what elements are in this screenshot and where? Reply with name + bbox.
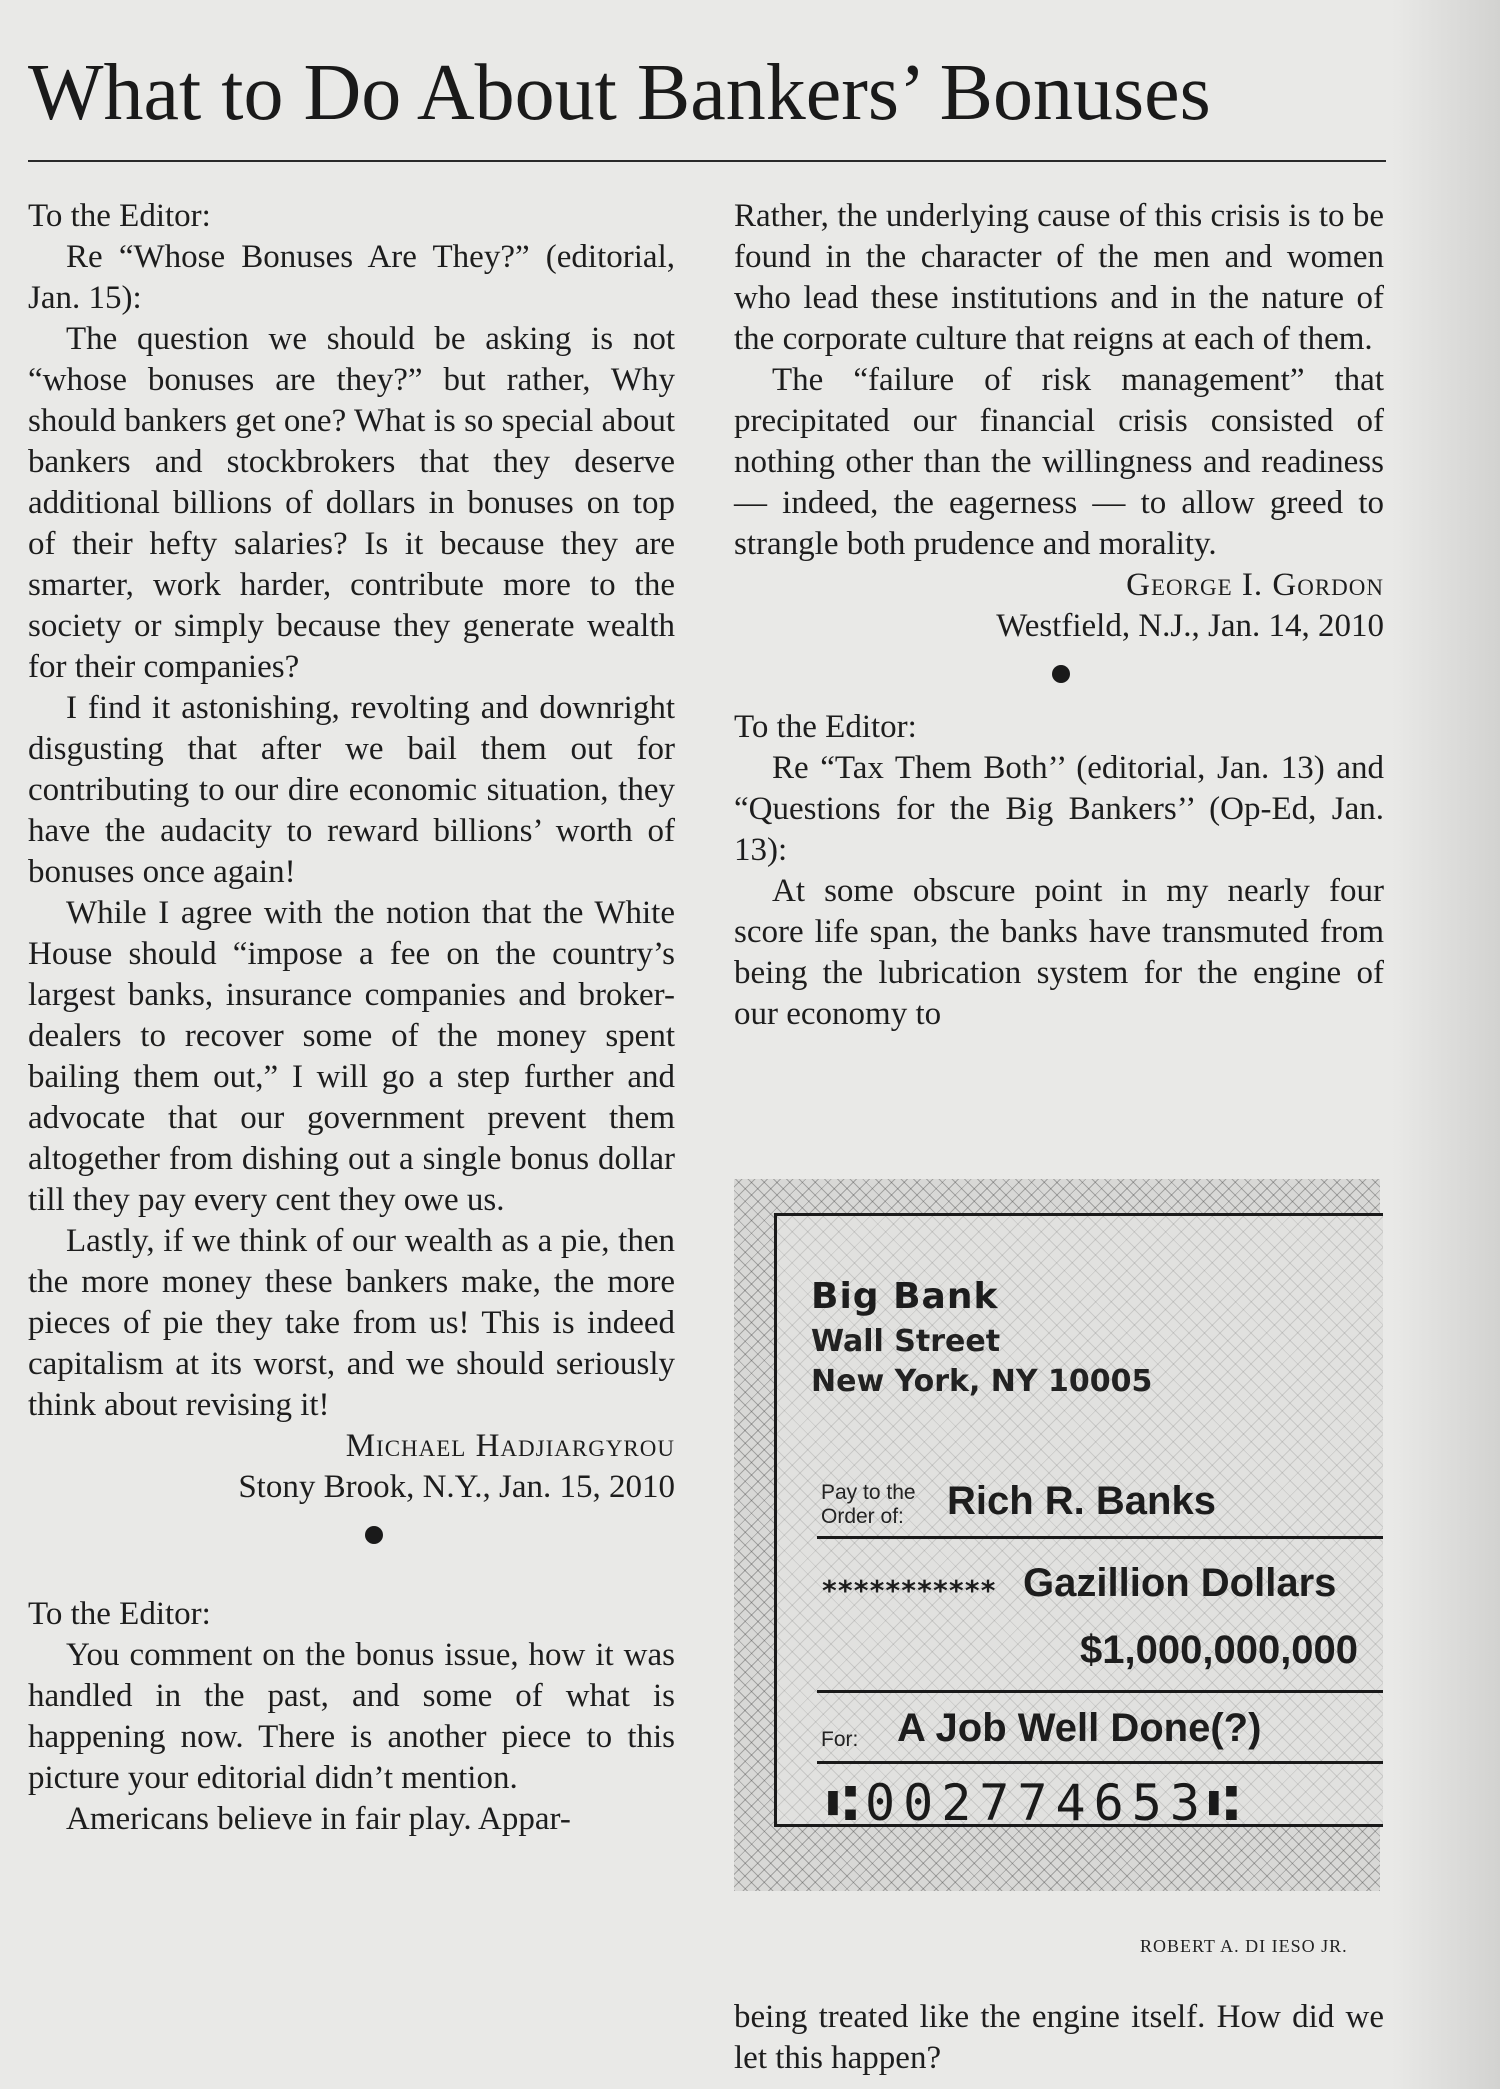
letter3-continuation: being treated like the engine itself. How did we let this happen? [734,1999,1384,2076]
letter2-continued-paragraph: Rather, the underlying cause of this crisis is to be found in the character of the men and women who lead these institutions and in the nature of the corporate culture that reigns at each of them. [734,198,1384,357]
check-memo: A Job Well Done(?) [897,1706,1262,1750]
left-column [28,196,675,1840]
letter2-signer: George I. Gordon [1126,567,1384,603]
letter3-paragraph: Re “Tax Them Both’’ (editorial, Jan. 13) and “Questions for the Big Bankers’’ (Op-Ed, Jan. 13): [734,750,1384,868]
headline: What to Do About Bankers’ Bonuses [28,49,1211,137]
check-pay-to-label: Pay to the [821,1481,916,1504]
letter2-place-date: Westfield, N.J., Jan. 14, 2010 [996,608,1384,644]
letter1-salutation: To the Editor: [28,198,211,234]
letter1-place-date: Stony Brook, N.Y., Jan. 15, 2010 [238,1469,675,1505]
check-payee-line [817,1536,1383,1539]
check-payee: Rich R. Banks [947,1479,1216,1523]
check-illustration [734,1179,1380,1891]
bank-check [774,1213,1383,1832]
illustration-credit: ROBERT A. DI IESO JR. [1140,1936,1348,1956]
letter2-continued-paragraph: The “failure of risk management” that precipitated our financial crisis consisted of nothing other than the willingness and readiness — indeed, the eagerness — to allow greed to strangle both prudence and morality. [734,362,1384,562]
letter1-paragraph: I find it astonishing, revolting and downright disgusting that after we bail them out for contributing to our dire economic situation, they have the audacity to reward billions’ worth of bonuses once again! [28,690,675,890]
letter2-salutation: To the Editor: [28,1596,211,1632]
check-memo-line [817,1761,1383,1764]
check-memo-label: For: [821,1728,859,1751]
check-micr-line: ⑆002774653⑆ [827,1774,1246,1832]
letter1-signer: Michael Hadjiargyrou [345,1428,675,1464]
page-edge-bleed [1392,0,1500,2089]
letter2-paragraph: You comment on the bonus issue, how it was handled in the past, and some of what is happening now. There is another piece to this picture your editorial didn’t mention. [28,1637,675,1796]
letter1-paragraph: Re “Whose Bonuses Are They?” (editorial, Jan. 15): [28,239,675,316]
check-address-line2: New York, NY 10005 [811,1364,1153,1399]
letter1-paragraph: While I agree with the notion that the White House should “impose a fee on the country’s largest banks, insurance companies and broker-dealers to recover some of the money spent bailing them out,” I will go a step further and advocate that our government prevent them altogether from dishing out a single bonus dollar till they pay every cent they owe us. [28,895,675,1218]
check-amount-number: $1,000,000,000 [1080,1628,1359,1672]
headline-rule [28,160,1386,162]
separator-dot [1052,665,1070,683]
separator-dot [365,1526,383,1544]
check-order-of-label: Order of: [821,1505,904,1528]
check-amount-line [817,1690,1383,1693]
check-address-line1: Wall Street [811,1324,1001,1359]
letter2-paragraph: Americans believe in fair play. Appar- [66,1801,571,1837]
letter3-paragraph: At some obscure point in my nearly four score life span, the banks have transmuted from being the lubrication system for the engine of our economy to [734,873,1384,1032]
right-column [734,196,1384,1035]
check-bank-name: Big Bank [811,1276,999,1317]
check-stars: *********** [821,1574,996,1607]
letter1-paragraph: Lastly, if we think of our wealth as a pie, then the more money these bankers make, the more pieces of pie they take from us! This is indeed capitalism at its worst, and we should seriously think about revising it! [28,1223,675,1423]
right-column-continuation [734,1997,1384,2079]
check-amount-words: Gazillion Dollars [1023,1561,1337,1605]
letter1-paragraph: The question we should be asking is not “whose bonuses are they?” but rather, Why should bankers get one? What is so special about bankers and stockbrokers that they deserve additional billions of dollars in bonuses on top of their hefty salaries? Is it because they are smarter, work harder, contribute more to the society or simply because they generate wealth for their companies? [28,321,675,685]
letter3-salutation: To the Editor: [734,709,917,745]
